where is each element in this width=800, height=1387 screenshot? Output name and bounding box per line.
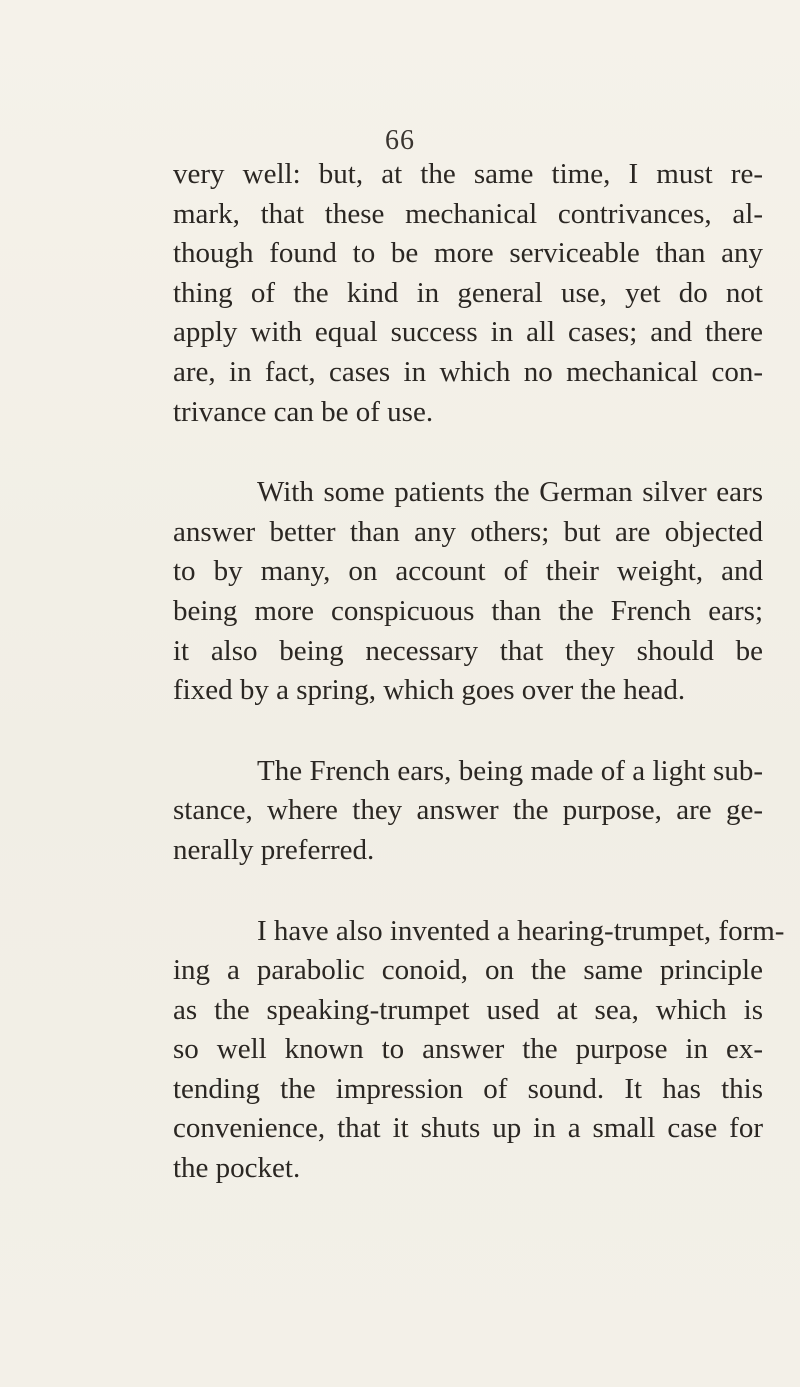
text-line: as the speaking-trumpet used at sea, which is [173,993,763,1026]
text-line: so well known to answer the purpose in ex- [173,1033,763,1066]
text-line: With some patients the German silver ears [257,476,763,509]
body-text [173,155,785,1189]
text-line: being more conspicuous than the French ears; [173,594,763,627]
text-line: though found to be more serviceable than any [173,237,763,270]
page-number: 66 [385,125,415,156]
text-line: ing a parabolic conoid, on the same principle [173,954,763,987]
paragraph-2 [173,473,763,711]
text-line: apply with equal success in all cases; and there [173,316,763,349]
text-line: tending the impression of sound. It has this [173,1072,763,1105]
text-line: very well: but, at the same time, I must re- [173,158,763,190]
text-line: I have also invented a hearing-trumpet, form- [257,914,785,947]
paragraph-3 [173,752,763,871]
paragraph-1 [173,155,763,432]
text-line: fixed by a spring, which goes over the head. [173,674,686,707]
text-line: mark, that these mechanical contrivances, al- [173,197,763,230]
text-line: answer better than any others; but are objected [173,515,763,548]
text-line: nerally preferred. [173,833,375,866]
text-line: thing of the kind in general use, yet do not [173,276,763,309]
text-line: convenience, that it shuts up in a small case for [173,1112,763,1145]
text-line: trivance can be of use. [173,395,434,428]
text-line: The French ears, being made of a light sub- [257,754,763,787]
text-line: to by many, on account of their weight, and [173,555,763,588]
paragraph-4 [173,912,785,1189]
text-line: the pocket. [173,1152,301,1185]
text-line: are, in fact, cases in which no mechanical con- [173,355,763,388]
text-line: stance, where they answer the purpose, are ge- [173,794,763,827]
text-line: it also being necessary that they should be [173,634,763,667]
